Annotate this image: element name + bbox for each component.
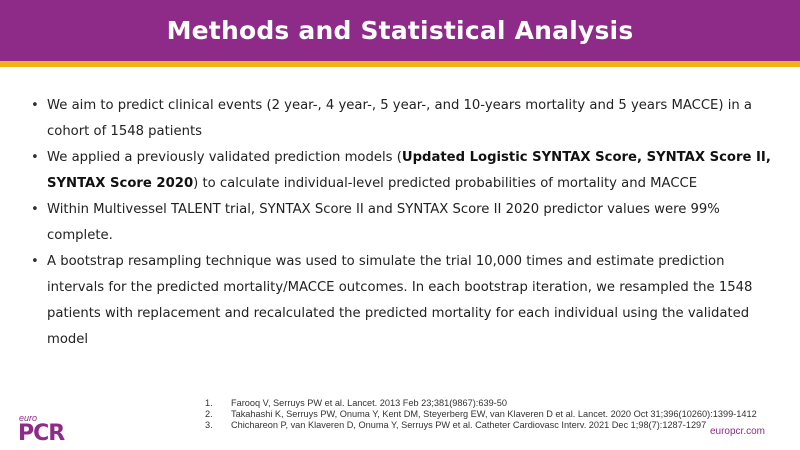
bullet-list bbox=[31, 93, 781, 353]
bullet-text-pre: We applied a previously validated prediction models ( bbox=[47, 150, 402, 165]
references bbox=[205, 398, 785, 431]
bullet-text: We aim to predict clinical events (2 year-, 4 year-, 5 year-, and 10-years mortality and 5 years MACCE) in a cohort of 1548 patients bbox=[47, 98, 752, 139]
logo-pcr-text: PCR bbox=[18, 421, 65, 446]
slide-title: Methods and Statistical Analysis bbox=[166, 16, 634, 45]
reference-item bbox=[205, 398, 785, 409]
bullet-text: Within Multivessel TALENT trial, SYNTAX Score II and SYNTAX Score II 2020 predictor values were 99% complete. bbox=[47, 202, 720, 243]
logo-euro-text: euro bbox=[19, 413, 38, 423]
accent-bar bbox=[0, 61, 800, 67]
bullet-text-bold: Updated Logistic SYNTAX Score, SYNTAX Score II, SYNTAX Score 2020 bbox=[47, 150, 771, 191]
europcr-logo bbox=[18, 413, 64, 445]
bullet-text-post: ) to calculate individual-level predicted probabilities of mortality and MACCE bbox=[193, 176, 698, 191]
bullet-item bbox=[31, 197, 781, 249]
bullet-item bbox=[31, 93, 781, 145]
title-bar bbox=[0, 0, 800, 61]
reference-number: 1. bbox=[205, 398, 213, 408]
reference-text: Chichareon P, van Klaveren D, Onuma Y, Serruys PW et al. Catheter Cardiovasc Interv. 2021 Dec 1;98(7):1287-1297 bbox=[231, 420, 707, 430]
reference-text: Farooq V, Serruys PW et al. Lancet. 2013 Feb 23;381(9867):639-50 bbox=[231, 398, 507, 408]
bullet-item bbox=[31, 145, 781, 197]
reference-item bbox=[205, 409, 785, 420]
bullet-text: A bootstrap resampling technique was used to simulate the trial 10,000 times and estimate prediction intervals for the predicted mortality/MACCE outcomes. In each bootstrap iteration, we resampled the 1548 patients with replacement and recalculated the predicted mortality for each individual using the validated model bbox=[47, 254, 753, 347]
reference-number: 3. bbox=[205, 420, 213, 430]
reference-number: 2. bbox=[205, 409, 213, 419]
website-url: europcr.com bbox=[709, 426, 765, 437]
reference-item bbox=[205, 420, 785, 431]
reference-text: Takahashi K, Serruys PW, Onuma Y, Kent DM, Steyerberg EW, van Klaveren D et al. Lancet. 2020 Oct 31;396(10260):1399-1412 bbox=[231, 409, 757, 419]
bullet-item bbox=[31, 249, 781, 353]
